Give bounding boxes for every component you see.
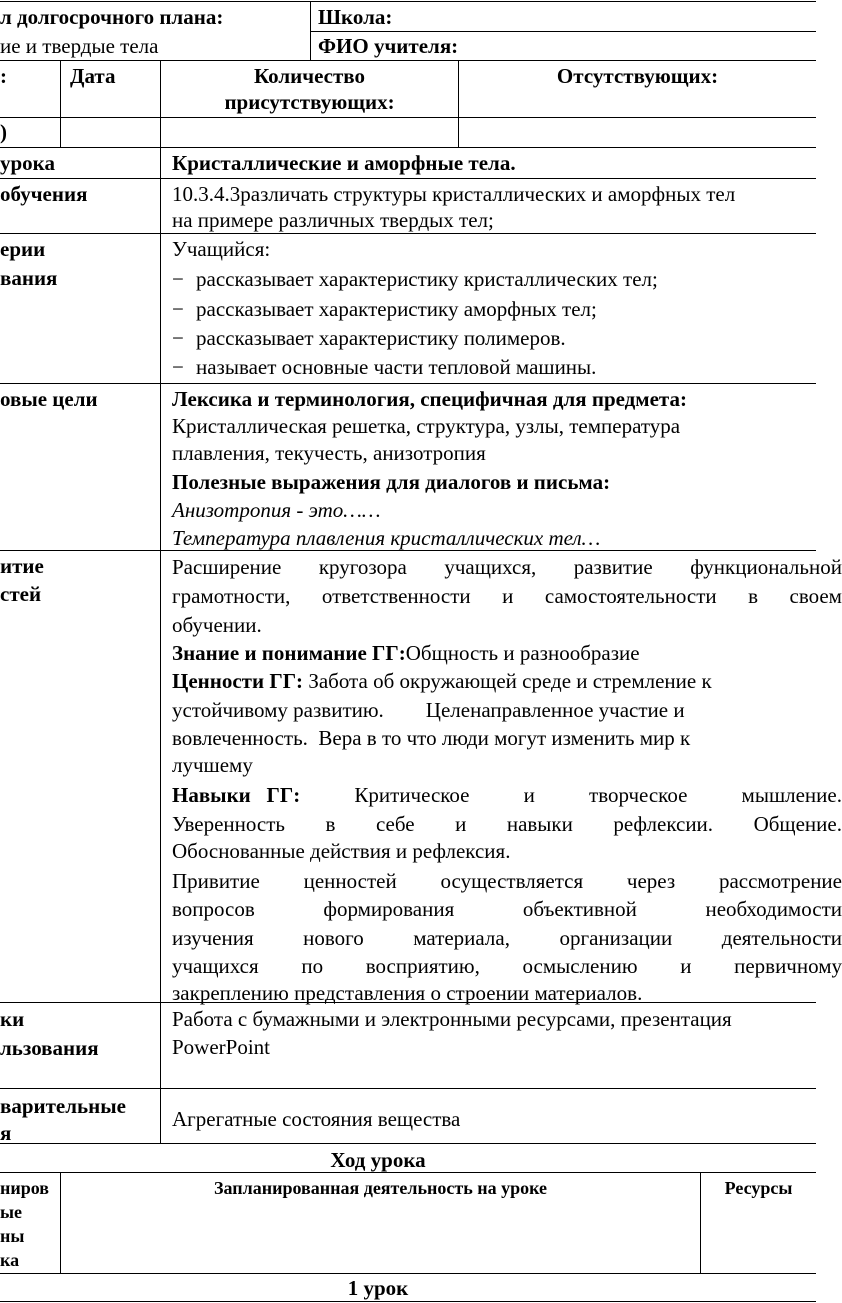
ict-line1: Работа с бумажными и электронными ресурсами, презентация xyxy=(172,1007,732,1031)
rule-bottom xyxy=(0,1301,816,1302)
gg-skills-line2: Уверенность в себе и навыки рефлексии. Общение. xyxy=(172,812,842,836)
values-p1-line1: Расширение кругозора учащихся, развитие функциональной xyxy=(172,555,842,579)
rule-criteria-bottom xyxy=(0,383,816,384)
school-label: Школа: xyxy=(318,5,393,29)
phrase-1: Анизотропия - это…… xyxy=(172,498,381,522)
gg-values-line1: Ценности ГГ: Забота об окружающей среде и стремление к xyxy=(172,669,712,693)
gg-skills-line3: Обоснованные действия и рефлексия. xyxy=(172,839,511,863)
gg-skills-line1: Навыки ГГ: Критическое и творческое мышление. xyxy=(172,783,842,807)
ict-label-line2: льзования xyxy=(0,1036,99,1060)
date-label: Дата xyxy=(70,64,116,88)
class-label: : xyxy=(0,64,7,88)
rule-prior-bottom xyxy=(0,1143,816,1144)
absent-label: Отсутствующих: xyxy=(556,64,719,88)
gg-values-line3: вовлеченность. Вера в то что люди могут изменить мир к xyxy=(172,726,691,750)
rule-header-mid xyxy=(310,31,816,32)
criteria-item: − рассказывает характеристику полимеров. xyxy=(172,326,566,350)
ict-label-line1: ки xyxy=(0,1007,25,1031)
rule-attendance-bottom xyxy=(0,147,816,148)
criteria-item: − называет основные части тепловой машины. xyxy=(172,355,597,379)
prior-label-line2: я xyxy=(0,1121,12,1145)
values-p1-line3: обучении. xyxy=(172,613,262,637)
language-terms-line2: плавления, текучесть, анизотропия xyxy=(172,441,486,465)
instill-line1: Привитие ценностей осуществляется через рассмотрение xyxy=(172,869,842,893)
gg-values-line4: лучшему xyxy=(172,753,253,777)
rule-header-divider xyxy=(310,1,311,60)
prior-value: Агрегатные состояния вещества xyxy=(172,1107,461,1131)
progress-col1-line: ны xyxy=(0,1226,25,1246)
language-terms-line1: Кристаллическая решетка, структура, узлы, температура xyxy=(172,414,681,438)
rule-progress-header-bottom xyxy=(0,1273,816,1274)
gg-knowledge: Знание и понимание ГГ:Общность и разнообразие xyxy=(172,641,640,665)
criteria-label-line1: ерии xyxy=(0,237,46,261)
instill-line5: закреплению представления о строении материалов. xyxy=(172,981,643,1005)
class-value: ) xyxy=(0,120,7,144)
progress-col1-line: ые xyxy=(0,1202,23,1222)
rule-ict-bottom xyxy=(0,1088,816,1089)
topic-label: урока xyxy=(0,151,55,175)
rule-col-date-left xyxy=(60,60,61,147)
rule-label-column xyxy=(160,147,161,1143)
rule-topic-bottom xyxy=(0,178,816,179)
criteria-intro: Учащийся: xyxy=(172,237,271,261)
teacher-label: ФИО учителя: xyxy=(318,34,459,58)
present-label-line2: присутствующих: xyxy=(224,90,395,114)
section-value: ие и твердые тела xyxy=(0,34,159,58)
instill-line4: учащихся по восприятию, осмыслению и первичному xyxy=(172,954,842,978)
language-label: овые цели xyxy=(0,387,98,411)
instill-line3: изучения нового материала, организации деятельности xyxy=(172,926,842,950)
rule-header-bottom xyxy=(0,60,816,61)
rule-goals-bottom xyxy=(0,233,816,234)
phrases-heading: Полезные выражения для диалогов и письма: xyxy=(172,470,611,494)
progress-col1-line: ниров xyxy=(0,1178,50,1198)
values-label-line2: стей xyxy=(0,582,42,606)
present-label-line1: Количество xyxy=(253,64,366,88)
phrase-2: Температура плавления кристаллических тел… xyxy=(172,526,601,550)
values-p1-line2: грамотности, ответственности и самостоятельности в своем xyxy=(172,584,842,608)
values-label-line1: итие xyxy=(0,554,44,578)
goals-label: обучения xyxy=(0,182,88,206)
plan-label: л долгосрочного плана: xyxy=(0,5,224,29)
prior-label-line1: варительные xyxy=(0,1094,126,1118)
rule-top xyxy=(0,1,816,2)
criteria-item: − рассказывает характеристику аморфных тел; xyxy=(172,297,597,321)
goals-line1: 10.3.4.3различать структуры кристаллических и аморфных тел xyxy=(172,182,736,206)
progress-resources-header: Ресурсы xyxy=(724,1178,793,1198)
instill-line2: вопросов формирования объективной необходимости xyxy=(172,897,842,921)
lesson-number: 1 урок xyxy=(347,1276,409,1300)
criteria-item: − рассказывает характеристику кристаллических тел; xyxy=(172,267,658,291)
topic-value: Кристаллические и аморфные тела. xyxy=(172,151,516,175)
criteria-label-line2: вания xyxy=(0,266,58,290)
ict-line2: PowerPoint xyxy=(172,1035,271,1059)
rule-attendance-mid xyxy=(0,117,816,118)
language-heading: Лексика и терминология, специфичная для предмета: xyxy=(172,387,687,411)
gg-values-line2: устойчивому развитию. Целенаправленное участие и xyxy=(172,698,685,722)
goals-line2: на примере различных твердых тел; xyxy=(172,208,494,232)
progress-activity-header: Запланированная деятельность на уроке xyxy=(213,1178,548,1198)
progress-title: Ход урока xyxy=(330,1148,426,1172)
progress-col1-line: ка xyxy=(0,1250,20,1270)
